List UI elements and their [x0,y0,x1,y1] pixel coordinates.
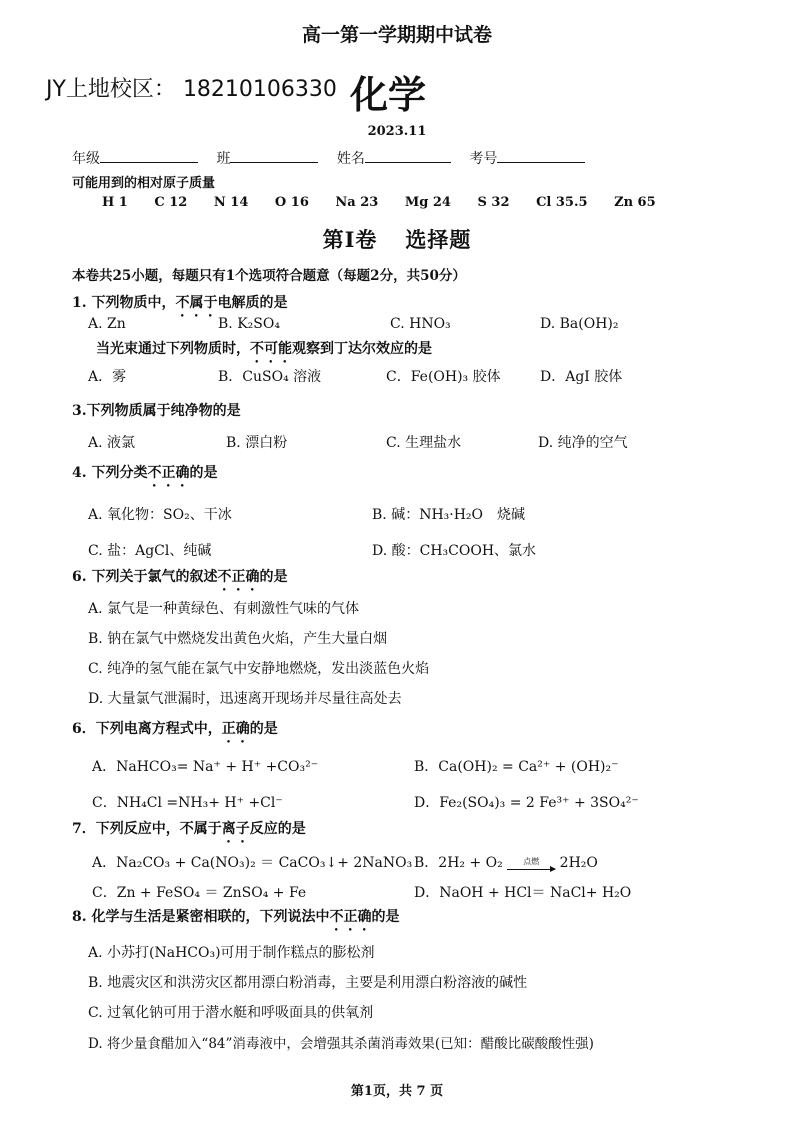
campus-name: JY上地校区： [46,77,176,102]
q2-option-d[interactable]: D．AgI 胶体 [540,369,623,385]
q2-option-a[interactable]: A．雾 [88,369,127,385]
question-2-stem [96,338,432,366]
q5-option-b[interactable]: B. 钠在氯气中燃烧发出黄色火焰，产生大量白烟 [88,631,388,647]
stem-emphasis: 不属于 [175,295,218,311]
q4-option-a[interactable]: A. 氧化物：SO₂、干冰 [88,507,232,523]
section-type: 选择题 [405,227,472,252]
stem-text: 6. 下列关于氯气的叙述 [72,569,218,585]
question-3-stem: 3.下列物质属于纯净物的是 [72,403,241,419]
q3-option-b[interactable]: B. 漂白粉 [226,435,288,451]
atomic-mass-label: 可能用到的相对原子质量 [72,176,216,191]
question-5-stem [72,566,288,594]
exam-no-blank[interactable] [497,150,585,163]
mass-item: Cl 35.5 [536,195,588,210]
name-label: 姓名 [336,151,365,167]
mass-item: C 12 [154,195,188,210]
name-blank[interactable] [365,150,451,163]
student-info-line [72,148,599,168]
grade-label: 年级 [72,151,100,167]
q1-option-a[interactable]: A. Zn [88,316,126,332]
stem-text: 的是 [371,909,400,925]
stem-text: 的是 [259,569,288,585]
q8-option-a[interactable]: A. 小苏打(NaHCO₃)可用于制作糕点的膨松剂 [88,945,375,961]
q5-option-d[interactable]: D. 大量氯气泄漏时，迅速离开现场并尽量往高处去 [88,691,402,707]
q8-option-d[interactable]: D. 将少量食醋加入“84”消毒液中，会增强其杀菌消毒效果(已知：醋酸比碳酸酸性强) [88,1036,594,1052]
section-instructions: 本卷共25小题，每题只有1个选项符合题意（每题2分，共50分） [72,268,466,284]
q7-option-b[interactable] [414,852,598,872]
class-label: 班 [216,151,231,167]
campus-phone: 18210106330 [182,77,337,102]
q4-option-d[interactable]: D. 酸：CH₃COOH、氯水 [372,543,537,559]
q2-option-b[interactable]: B．CuSO₄ 溶液 [218,369,322,385]
exam-no-label: 考号 [469,151,498,167]
stem-text: 1. 下列物质中， [72,295,176,311]
stem-emphasis: 正确 [221,721,250,737]
stem-text: 8. 化学与生活是紧密相联的，下列说法中 [72,909,330,925]
q2-option-c[interactable]: C．Fe(OH)₃ 胶体 [386,369,501,385]
equation-right: 2H₂O [559,855,598,871]
q6-option-c[interactable]: C．NH₄Cl =NH₃+ H⁺ +Cl⁻ [92,795,283,811]
atomic-mass-list [102,195,678,210]
q3-option-c[interactable]: C. 生理盐水 [386,435,462,451]
mass-item: H 1 [102,195,128,210]
exam-title: 高一第一学期期中试卷 [301,24,492,46]
mass-item: O 16 [274,195,309,210]
stem-emphasis: 不正确 [329,909,372,925]
mass-item: Zn 65 [614,195,656,210]
stem-text: 观察到丁达尔效应的是 [292,341,432,357]
stem-text: 反应的是 [249,821,306,837]
stem-emphasis: 不正确 [147,465,190,481]
class-blank[interactable] [230,150,318,163]
stem-emphasis: 不正确 [217,569,260,585]
equation-left: B．2H₂ + O₂ [414,855,503,871]
stem-text: 当光束通过下列物质时， [96,341,250,357]
q4-option-c[interactable]: C. 盐：AgCl、纯碱 [88,543,212,559]
section-heading [0,224,794,254]
stem-text: 7．下列反应中，不属于 [72,821,222,837]
mass-item: S 32 [477,195,510,210]
question-7-stem [72,818,306,846]
q7-option-c[interactable]: C．Zn + FeSO₄ ＝ ZnSO₄ + Fe [92,885,307,901]
q1-option-c[interactable]: C. HNO₃ [390,316,451,332]
q7-option-d[interactable]: D．NaOH + HCl＝ NaCl+ H₂O [414,885,632,901]
mass-item: Mg 24 [404,195,451,210]
exam-date: 2023.11 [367,124,427,139]
question-4-stem [72,462,218,490]
subject-title: 化学 [350,73,427,117]
q1-option-b[interactable]: B. K₂SO₄ [218,316,280,332]
q8-option-b[interactable]: B. 地震灾区和洪涝灾区都用漂白粉消毒，主要是利用漂白粉溶液的碱性 [88,975,528,991]
q7-option-a[interactable]: A．Na₂CO₃ + Ca(NO₃)₂ ＝ CaCO₃↓+ 2NaNO₃ [92,855,413,871]
stem-text: 电解质的是 [217,295,288,311]
stem-text: 的是 [189,465,218,481]
grade-blank[interactable] [100,150,198,163]
mass-item: Na 23 [335,195,379,210]
question-8-stem [72,906,400,934]
condition-label: 点燃 [523,857,540,866]
reaction-arrow-icon [507,869,555,870]
section-name: 第Ⅰ卷 [322,227,378,252]
q4-option-b[interactable]: B. 碱：NH₃·H₂O 烧碱 [372,507,526,523]
q8-option-c[interactable]: C. 过氧化钠可用于潜水艇和呼吸面具的供氧剂 [88,1005,374,1021]
stem-emphasis: 离子 [221,821,250,837]
stem-text: 4. 下列分类 [72,465,148,481]
q5-option-c[interactable]: C. 纯净的氢气能在氯气中安静地燃烧，发出淡蓝色火焰 [88,661,430,677]
q5-option-a[interactable]: A. 氯气是一种黄绿色、有刺激性气味的气体 [88,601,360,617]
stem-text: 6．下列电离方程式中， [72,721,222,737]
q6-option-a[interactable]: A．NaHCO₃= Na⁺ + H⁺ +CO₃²⁻ [92,759,319,775]
question-6-stem [72,718,278,746]
reaction-condition [507,856,555,870]
q1-option-d[interactable]: D. Ba(OH)₂ [540,316,619,332]
q6-option-b[interactable]: B．Ca(OH)₂ = Ca²⁺ + (OH)₂⁻ [414,759,619,775]
q6-option-d[interactable]: D．Fe₂(SO₄)₃ = 2 Fe³⁺ + 3SO₄²⁻ [414,795,639,811]
stem-text: 的是 [249,721,278,737]
q3-option-d[interactable]: D. 纯净的空气 [538,435,628,451]
mass-item: N 14 [213,195,249,210]
campus-label [46,72,337,103]
page-footer: 第1页，共 7 页 [350,1084,444,1099]
q3-option-a[interactable]: A. 液氯 [88,435,136,451]
stem-emphasis: 不可能 [250,341,292,357]
